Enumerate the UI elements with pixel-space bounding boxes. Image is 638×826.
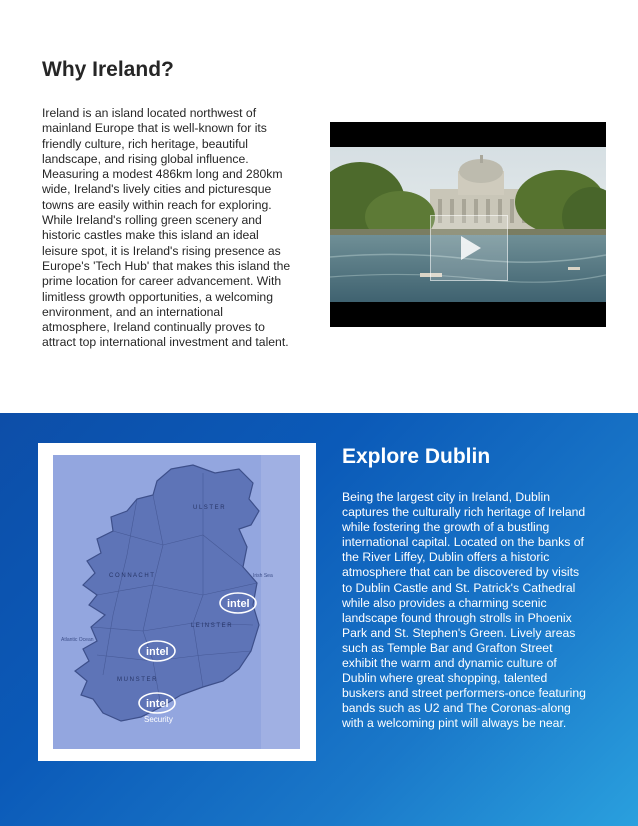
why-ireland-text	[42, 106, 294, 351]
atlantic-ocean-label: Atlantic Ocean	[61, 637, 94, 643]
video-player[interactable]	[330, 122, 606, 327]
svg-text:Security: Security	[144, 715, 173, 724]
ireland-map-graphic	[53, 455, 300, 749]
svg-text:intel: intel	[146, 646, 169, 658]
ireland-map	[53, 455, 300, 749]
ulster-label: U L S T E R	[193, 505, 225, 511]
video-thumbnail	[330, 147, 606, 302]
why-ireland-title: Why Ireland?	[42, 58, 174, 81]
munster-label: M U N S T E R	[117, 677, 157, 683]
svg-text:intel: intel	[146, 698, 169, 710]
leinster-label: L E I N S T E R	[191, 623, 232, 629]
ireland-map-frame	[38, 443, 316, 761]
connacht-label: C O N N A C H T	[109, 573, 154, 579]
explore-dublin-title: Explore Dublin	[342, 445, 491, 468]
play-icon	[461, 236, 481, 260]
irish-sea-label: Irish Sea	[253, 573, 273, 579]
svg-text:intel: intel	[227, 598, 250, 610]
why-ireland-paragraph-1: Ireland is an island located northwest of mainland Europe that is well-known for its friendly culture, rich heritage, beautiful landscape, and rising global influence. Measuring a modest 486km long and 280km wide, Ireland's lively cities and picturesque towns are easily within reach for exploring.	[42, 106, 283, 212]
why-ireland-paragraph-2: While Ireland's rolling green scenery and historic castles make this island an ideal leisure spot, it is Ireland's rising presence as Europe's 'Tech Hub' that makes this island the prime location for career advancement. With limitless growth opportunities, a welcoming environment, and an international atmosphere, Ireland continually proves to attract top international investment and talent.	[42, 213, 291, 350]
explore-dublin-section	[0, 413, 638, 826]
play-button[interactable]	[430, 215, 508, 281]
explore-dublin-text: Being the largest city in Ireland, Dublin captures the culturally rich heritage of Ireland while fostering the growth of a bustling international capital. Located on the banks of the River Liffey, Dublin offers a historic atmosphere that can be discovered by visits to Dublin Castle and St. Patrick's Cathedral while also provides a charming scenic landscape found through strolls in Phoenix Park and St. Stephen's Green. Lively areas such as Temple Bar and Grafton Street exhibit the warm and dynamic culture of Dublin where great shopping, talented buskers and street performers-once featuring bands such as U2 and The Coronas-along with a welcoming pint will always be near.	[342, 490, 586, 731]
